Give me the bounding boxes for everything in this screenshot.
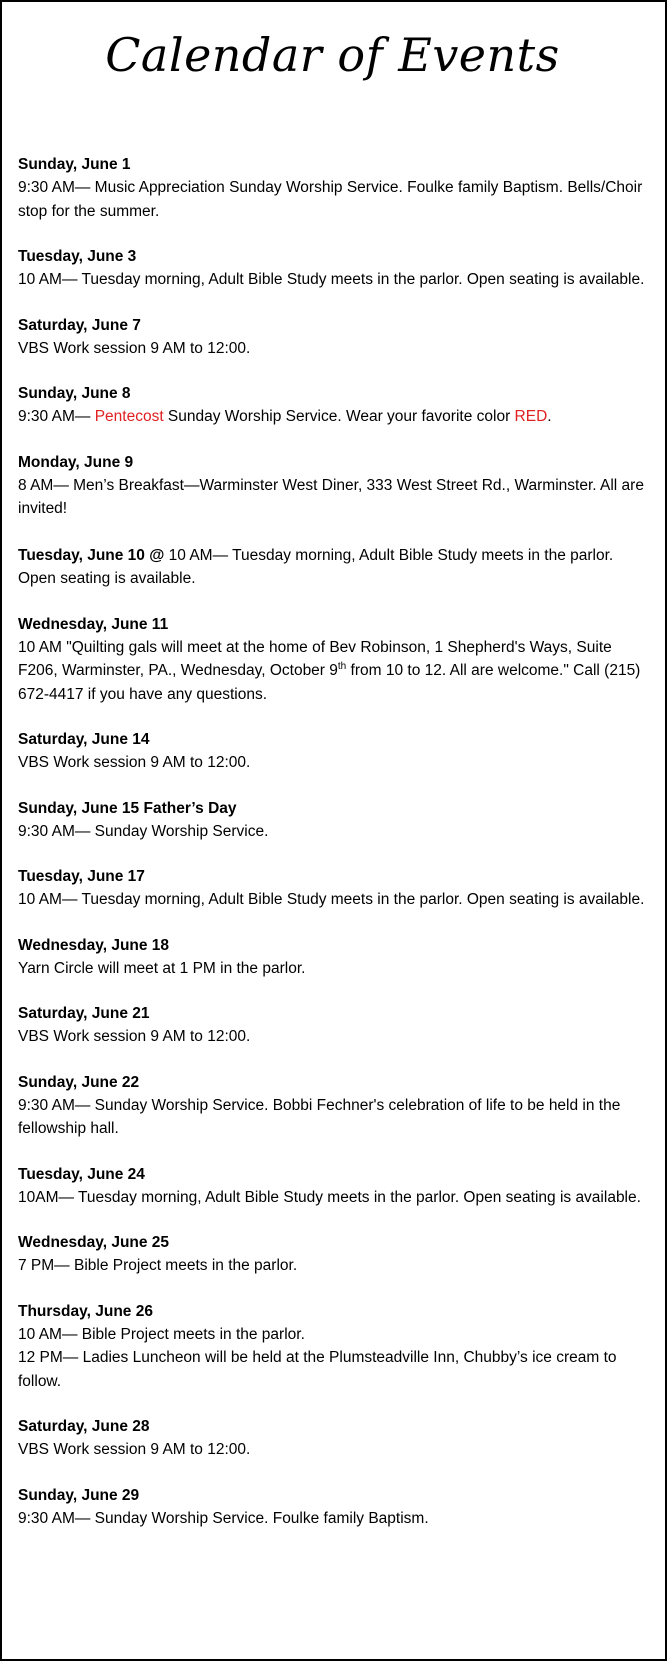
event-date: Tuesday, June 24 <box>18 1165 145 1183</box>
event-description: 10 AM— Tuesday morning, Adult Bible Study meets in the parlor. Open seating is available. <box>18 271 645 288</box>
event-description: 9:30 AM— Sunday Worship Service. <box>18 822 269 840</box>
event-description: 9:30 AM— Sunday Worship Service. Bobbi Fechner's celebration of life to be held in the fellowship hall. <box>18 1096 621 1137</box>
page-title: Calendar of Events <box>105 28 560 82</box>
event-description: VBS Work session 9 AM to 12:00. <box>18 754 251 771</box>
event-date: Sunday, June 8 <box>18 385 131 402</box>
event-item <box>18 246 647 292</box>
event-text: 9:30 AM— <box>18 408 95 425</box>
event-date: Saturday, June 14 <box>18 731 150 748</box>
event-item <box>18 1164 647 1210</box>
highlight-red: RED <box>514 408 548 425</box>
event-text: from 10 to 12. All are welcome." Call (215) 672-4417 if you have any questions. <box>18 662 641 703</box>
event-date: Saturday, June 28 <box>18 1418 150 1435</box>
highlight-pentecost: Pentecost <box>94 408 164 425</box>
event-text: . <box>547 408 552 425</box>
event-date: Sunday, June 29 <box>18 1486 140 1504</box>
event-date: Wednesday, June 11 <box>18 615 169 633</box>
event-description: 9:30 AM— Music Appreciation Sunday Worship Service. Foulke family Baptism. Bells/Choir stop for the summer. <box>18 179 643 220</box>
event-item <box>18 544 647 591</box>
event-item <box>18 1301 647 1394</box>
event-date: Wednesday, June 18 <box>18 936 170 954</box>
event-date: Wednesday, June 25 <box>18 1234 170 1251</box>
event-item <box>18 452 647 521</box>
event-list <box>18 154 647 1530</box>
event-description: 9:30 AM— Sunday Worship Service. Foulke family Baptism. <box>18 1509 429 1527</box>
event-item <box>18 729 647 775</box>
event-text: 10 AM— Tuesday morning, Adult Bible Study meets in the parlor. Open seating is available. <box>18 546 614 587</box>
event-date: Monday, June 9 <box>18 453 134 471</box>
event-description: Yarn Circle will meet at 1 PM in the parlor. <box>18 959 306 977</box>
event-date: Thursday, June 26 <box>18 1302 153 1320</box>
event-item <box>18 383 647 429</box>
event-item <box>18 1416 647 1462</box>
event-item <box>18 315 647 361</box>
event-date: Saturday, June 21 <box>18 1005 150 1022</box>
event-item <box>18 614 647 707</box>
event-date: Tuesday, June 10 @ <box>18 546 165 564</box>
event-description <box>18 636 647 707</box>
event-description: VBS Work session 9 AM to 12:00. <box>18 1441 251 1458</box>
event-description: 8 AM— Men’s Breakfast—Warminster West Diner, 333 West Street Rd., Warminster. All are invited! <box>18 476 644 517</box>
event-date: Tuesday, June 17 <box>18 868 145 885</box>
event-description: 10 AM— Bible Project meets in the parlor. <box>18 1325 305 1343</box>
event-description: VBS Work session 9 AM to 12:00. <box>18 1028 251 1045</box>
event-date: Sunday, June 1 <box>18 156 131 173</box>
event-item <box>18 1072 647 1141</box>
event-description: 12 PM— Ladies Luncheon will be held at the Plumsteadville Inn, Chubby’s ice cream to follow. <box>18 1349 617 1390</box>
event-date: Sunday, June 15 Father’s Day <box>18 799 237 817</box>
event-date: Tuesday, June 3 <box>18 248 137 265</box>
event-item <box>18 1232 647 1278</box>
event-date: Saturday, June 7 <box>18 316 141 334</box>
event-item <box>18 935 647 981</box>
event-description: 10AM— Tuesday morning, Adult Bible Study meets in the parlor. Open seating is available. <box>18 1188 641 1206</box>
event-description: 7 PM— Bible Project meets in the parlor. <box>18 1257 298 1274</box>
event-description: VBS Work session 9 AM to 12:00. <box>18 339 251 357</box>
event-item <box>18 154 647 223</box>
event-item <box>18 1485 647 1531</box>
event-date: Sunday, June 22 <box>18 1073 140 1091</box>
event-item <box>18 798 647 844</box>
event-text: 10 AM "Quilting gals will meet at the home of Bev Robinson, 1 Shepherd's Ways, Suite F206, Warminster, PA., Wednesday, October 9 <box>18 638 612 679</box>
event-item <box>18 866 647 912</box>
ordinal-suffix: th <box>337 660 347 672</box>
event-description <box>18 544 647 591</box>
event-item <box>18 1003 647 1049</box>
event-description: 10 AM— Tuesday morning, Adult Bible Study meets in the parlor. Open seating is available. <box>18 891 645 908</box>
event-description <box>18 405 647 429</box>
event-text: Sunday Worship Service. Wear your favorite color <box>163 408 515 425</box>
